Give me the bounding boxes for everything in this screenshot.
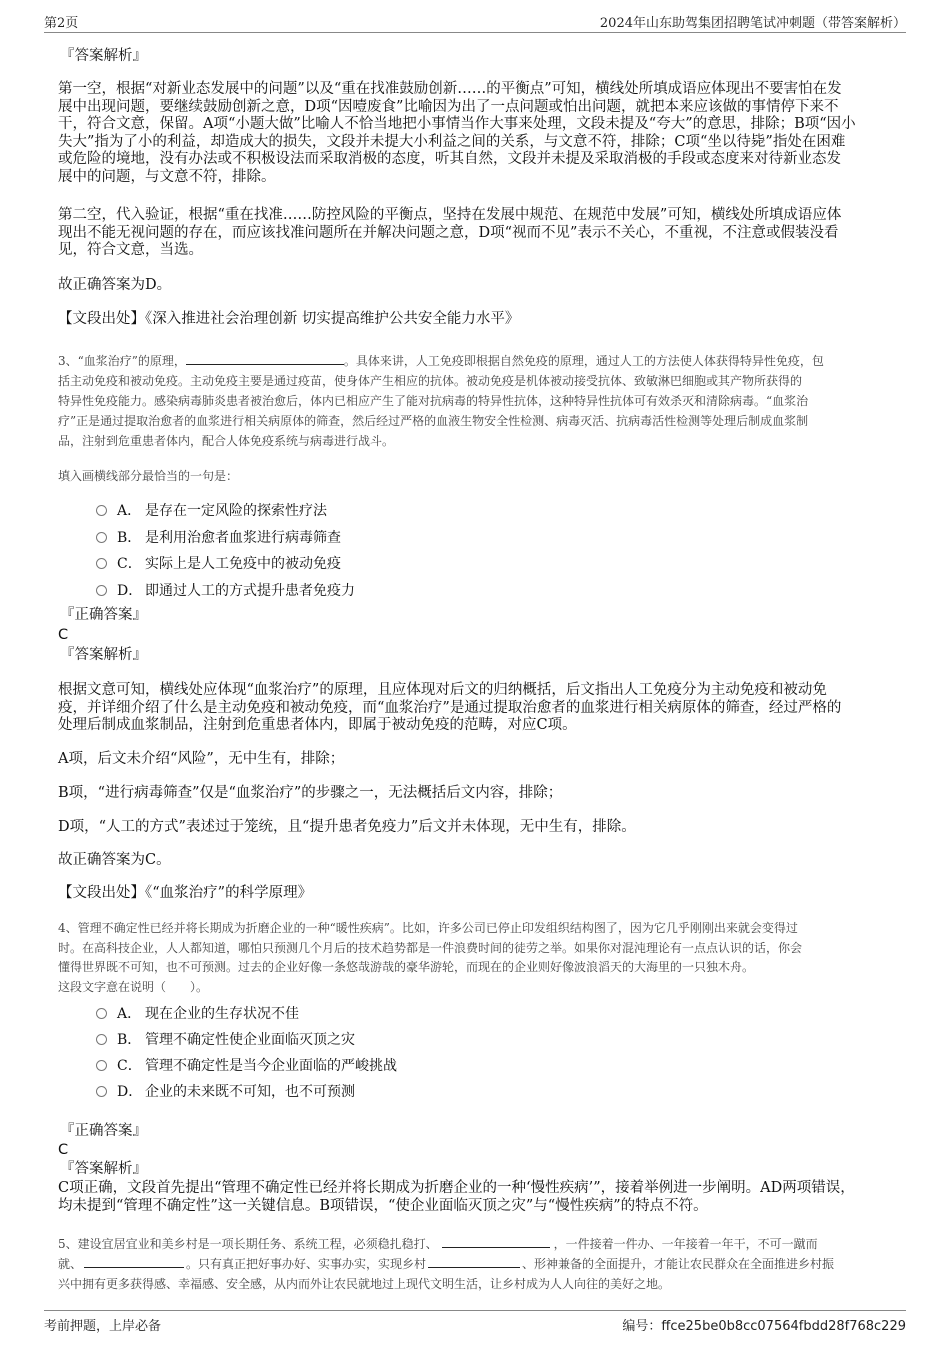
q3-stem-continuation: 。具体来讲，人工免疫即根据自然免疫的原理，通过人工的方法使人体获得特异性免疫，包 [343,354,824,368]
radio-icon[interactable] [96,1086,107,1097]
radio-icon[interactable] [96,1034,107,1045]
document-title: 2024年山东助驾集团招聘笔试冲刺题（带答案解析） [599,16,906,31]
q5-fill-blank-1 [442,1235,550,1248]
footer-slogan: 考前押题，上岸必备 [44,1319,162,1334]
q2-analysis-para2: 第二空，代入验证，根据“重在找准……防控风险的平衡点，坚持在发展中规范、在规范中发展”可知，横线处所填成语应体 现出不能无视问题的存在，而应该找准问题所在并解决问题之意，D项“视而不见”表示不关心，不重视，不注意或假装没看 见，符合文意，当选。 [58,207,842,258]
q4-answer-label: 『正确答案』 [60,1123,147,1139]
q3-stem-rest: 括主动免疫和被动免疫。主动免疫主要是通过疫苗，使身体产生相应的抗体。被动免疫是机体被动接受抗体、致敏淋巴细胞或其产物所获得的 特异性免疫能力。感染病毒肺炎患者被治愈后，体内已相应产生了能对抗病毒的特异性抗体，这种特异性抗体可有效杀灭和清除病毒。“血浆治 疗”正是通过提取治愈者的血浆进行相关病原体的筛查，然后经过严格的血液生物安全性检测、病毒灭活、抗病毒活性检测等处理后制成血浆制 品，注射到危重患者体内，配合人体免疫系统与病毒进行战斗。 [58,374,809,448]
q4-stem: 4、管理不确定性已经并将长期成为折磨企业的一种“暖性疾病”。比如，许多公司已停止印发组织结构图了，因为它几乎刚刚出来就会变得过 时。在高科技企业，人人都知道，哪怕只预测几个月后的技术趋势都是一件浪费时间的徒劳之举。如果你对混沌理论有一点点认识的话，你会 懂得世界既不可知，也不可预测。过去的企业好像一条悠哉游哉的豪华游轮，而现在的企业则好像波浪滔天的大海里的一只独木舟。 这段文字意在说明（ ）。 [58,921,803,994]
q3-analysis: 根据文意可知，横线处应体现“血浆治疗”的原理，且应体现对后文的归纳概括，后文指出人工免疫分为主动免疫和被动免 疫，并详细介绍了什么是主动免疫和被动免疫，而“血浆治疗”是通过提取治愈者的血浆进行相关病原体的筛查，经过严格的 处理后制成血浆制品，注射到危重患者体内，即属于被动免疫的范畴，对应C项。 [58,682,842,733]
q3-fill-blank [186,352,344,365]
q3-option-a[interactable]: A． 是存在一定风险的探索性疗法 [96,500,327,520]
q3-option-d[interactable]: D． 即通过人工的方式提升患者免疫力 [96,580,355,600]
q2-analysis-label: 『答案解析』 [60,48,147,64]
q4-answer: C [58,1142,69,1158]
q3-option-b[interactable]: B． 是利用治愈者血浆进行病毒筛查 [96,527,341,547]
page-footer [44,1310,906,1335]
q3-answer-label: 『正确答案』 [60,607,147,623]
q5-fill-blank-2 [84,1255,184,1268]
q3-stem-start: 3、“血浆治疗”的原理， [58,354,186,368]
q3-analysis-label: 『答案解析』 [60,647,147,663]
q4-analysis-label: 『答案解析』 [60,1161,147,1177]
q2-source: 【文段出处】《深入推进社会治理创新 切实提高维护公共安全能力水平》 [58,311,520,327]
q3-option-c[interactable]: C． 实际上是人工免疫中的被动免疫 [96,553,341,573]
q5-stem-line2: 就、 。只有真正把好事办好、实事办实，实现乡村 、形神兼备的全面提升，才能让农民群众在全面推进乡村振 [58,1257,835,1271]
q3-stem-line1 [58,351,908,371]
radio-icon[interactable] [96,532,107,543]
q3-a-note: A项，后文未介绍“风险”，无中生有，排除； [58,751,345,767]
document-code: 编号：ffce25be0b8cc07564fbdd28f768c229 [622,1319,906,1334]
radio-icon[interactable] [96,1060,107,1071]
q3-d-note: D项，“人工的方式”表述过于笼统，且“提升患者免疫力”后文并未体现，无中生有，排除。 [58,819,636,835]
radio-icon[interactable] [96,585,107,596]
q4-option-d[interactable]: D． 企业的未来既不可知，也不可预测 [96,1081,355,1101]
q3-prompt: 填入画横线部分最恰当的一句是： [58,469,239,483]
q4-analysis: C项正确，文段首先提出“管理不确定性已经并将长期成为折磨企业的一种‘慢性疾病’”，接着举例进一步阐明。AD两项错误， 均未提到“管理不确定性”这一关键信息。B项错误，“使企业面临灭顶之灾”与“慢性疾病”的特点不符。 [58,1180,855,1214]
q4-option-a[interactable]: A． 现在企业的生存状况不佳 [96,1003,299,1023]
q5-stem-line1: 5、建设宜居宜业和美乡村是一项长期任务、系统工程，必须稳扎稳打、 ，一件接着一件办、一年接着一年干，不可一蹴而 [58,1237,818,1251]
page-header [44,10,906,33]
radio-icon[interactable] [96,505,107,516]
q4-option-b[interactable]: B． 管理不确定性使企业面临灭顶之灾 [96,1029,355,1049]
q2-analysis-para1: 第一空，根据“对新业态发展中的问题”以及“重在找准鼓励创新……的平衡点”可知，横线处所填成语应体现出不要害怕在发 展中出现问题，要继续鼓励创新之意，D项“因噎废食”比喻因为出了一点问题或怕出问题，就把本来应该做的事情停下来不 干，符合文意，保留。A项“小题大做”比喻人不恰当地把小事情当作大事来处理，文段未提及“夸大”的意思，排除；B项“因小 失大”指为了小的利益，却造成大的损失，文段并未提大小利益之间的关系，与文意不符，排除；C项“坐以待毙”指处在困难 或危险的境地，没有办法或不积极设法而采取消极的态度，听其自然，文段并未提及采取消极的手段或态度来对待新业态发 展中的问题，与文意不符，排除。 [58,81,856,185]
q4-option-c[interactable]: C． 管理不确定性是当今企业面临的严峻挑战 [96,1055,397,1075]
q3-source: 【文段出处】《“血浆治疗”的科学原理》 [58,885,313,901]
radio-icon[interactable] [96,558,107,569]
q5-fill-blank-3 [428,1255,520,1268]
q3-answer: C [58,627,69,643]
radio-icon[interactable] [96,1008,107,1019]
q5-stem-line3: 兴中拥有更多获得感、幸福感、安全感，从内而外让农民就地过上现代文明生活，让乡村成为人人向往的美好之地。 [58,1277,671,1291]
page-number: 第2页 [44,16,79,31]
q3-b-note: B项，“进行病毒筛查”仅是“血浆治疗”的步骤之一，无法概括后文内容，排除； [58,785,563,801]
q3-conclusion: 故正确答案为C。 [58,852,171,868]
q2-conclusion: 故正确答案为D。 [58,277,172,293]
